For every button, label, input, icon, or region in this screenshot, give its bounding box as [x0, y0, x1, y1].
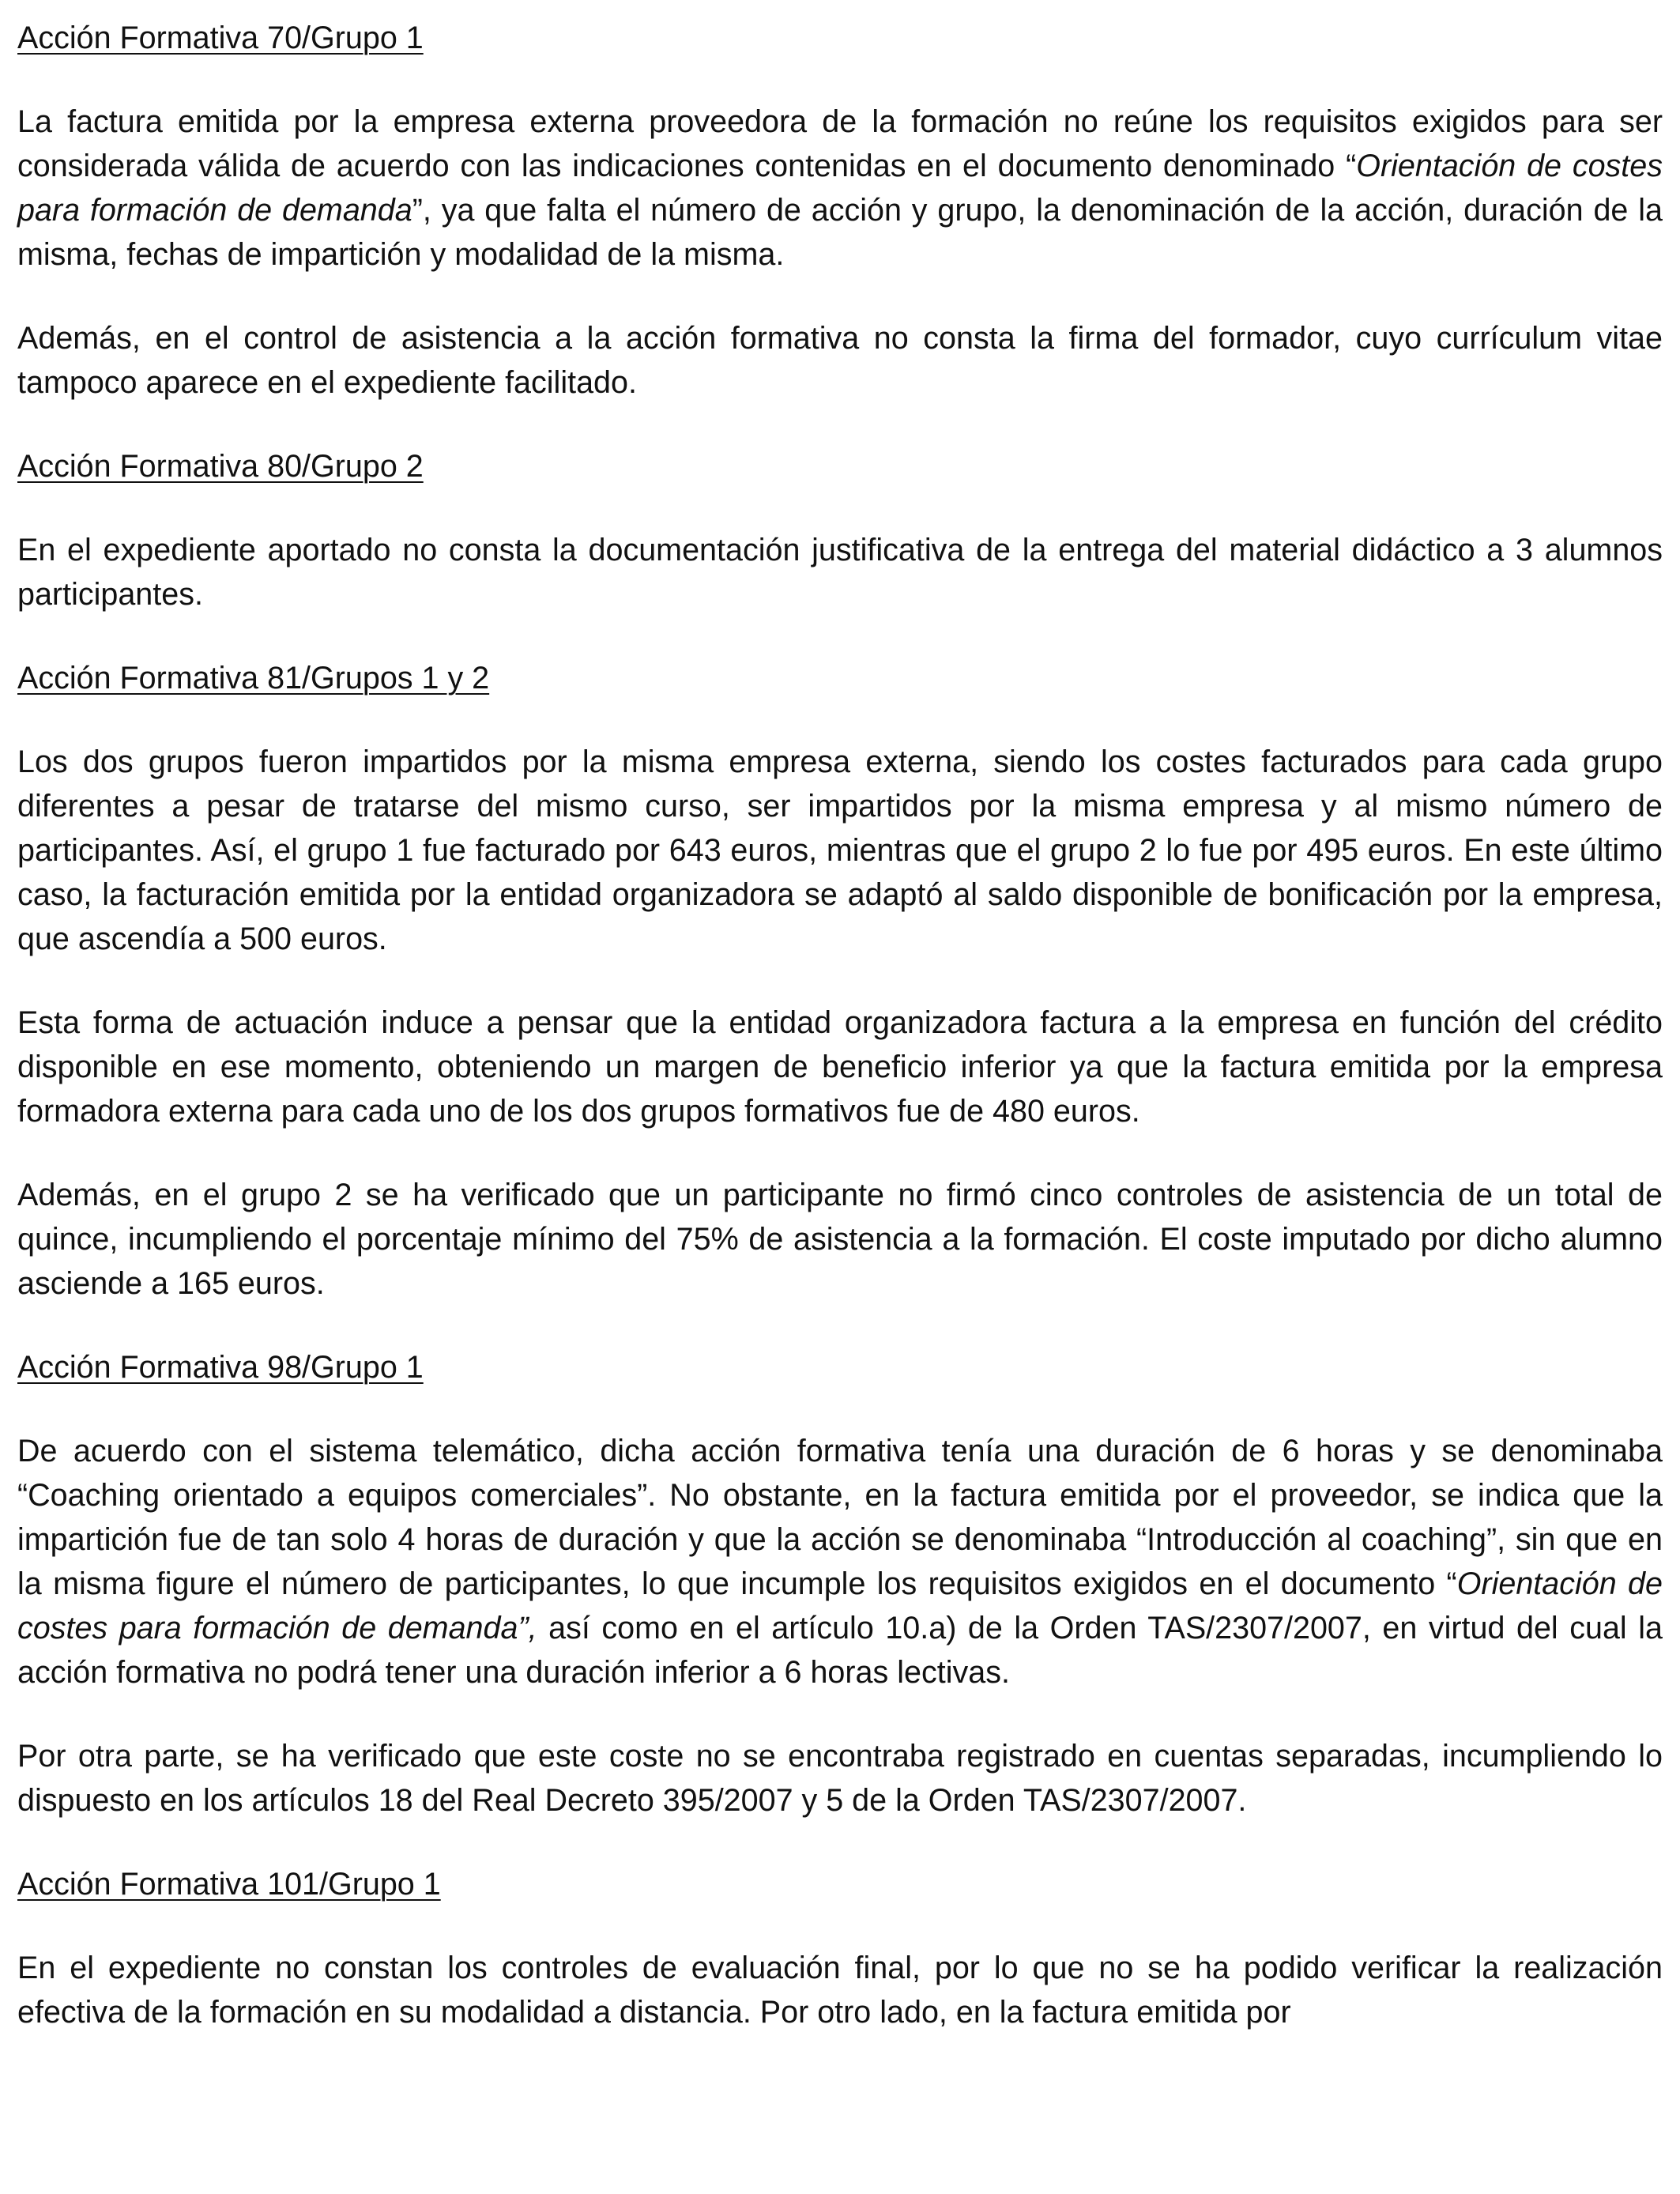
section-heading-af81: Acción Formativa 81/Grupos 1 y 2 — [17, 661, 490, 696]
text-run: La factura emitida por la empresa externa proveedora de la formación no reúne los requisitos exigidos para ser considerada válida de acuerdo con las indicaciones contenidas en el documento denominado “ — [17, 104, 1663, 183]
italic-doc-title: Orientación de costes para formación de demanda”, — [17, 1566, 1663, 1646]
paragraph-af81-attendance: Además, en el grupo 2 se ha verificado que un participante no firmó cinco controles de asistencia de un total de quince, incumpliendo el porcentaje mínimo del 75% de asistencia a la formación. El coste imputado por dicho alumno asciende a 165 euros. — [17, 1178, 1663, 1301]
italic-doc-title: Orientación de costes para formación de demanda — [17, 149, 1663, 228]
text-run: así como en el artículo 10.a) de la Orden TAS/2307/2007, en virtud del cual la acción formativa no podrá tener una duración inferior a 6 horas lectivas. — [17, 1611, 1663, 1690]
section-heading-af101: Acción Formativa 101/Grupo 1 — [17, 1867, 441, 1902]
document-page — [17, 16, 1663, 2034]
paragraph-af101-evaluation: En el expediente no constan los controles de evaluación final, por lo que no se ha podido verificar la realización efectiva de la formación en su modalidad a distancia. Por otro lado, en la factura emitida por — [17, 1951, 1663, 2030]
section-heading-af70: Acción Formativa 70/Grupo 1 — [17, 21, 424, 55]
paragraph-af70-attendance: Además, en el control de asistencia a la acción formativa no consta la firma del formador, cuyo currículum vitae tampoco aparece en el expediente facilitado. — [17, 321, 1663, 400]
text-run: ”, ya que falta el número de acción y grupo, la denominación de la acción, duración de la misma, fechas de impartición y modalidad de la misma. — [17, 193, 1663, 272]
paragraph-af98-accounts: Por otra parte, se ha verificado que este coste no se encontraba registrado en cuentas separadas, incumpliendo lo dispuesto en los artículos 18 del Real Decreto 395/2007 y 5 de la Orden TAS/2307/2007. — [17, 1739, 1663, 1818]
paragraph-af98-duration — [17, 1429, 1663, 1695]
paragraph-af80-material: En el expediente aportado no consta la documentación justificativa de la entrega del material didáctico a 3 alumnos participantes. — [17, 533, 1663, 612]
paragraph-af81-credit: Esta forma de actuación induce a pensar que la entidad organizadora factura a la empresa en función del crédito disponible en ese momento, obteniendo un margen de beneficio inferior ya que la factura emitida por la empresa formadora externa para cada uno de los dos grupos formativos fue de 480 euros. — [17, 1005, 1663, 1129]
text-run: De acuerdo con el sistema telemático, dicha acción formativa tenía una duración de 6 horas y se denominaba “Coaching orientado a equipos comerciales”. No obstante, en la factura emitida por el proveedor, se indica que la impartición fue de tan solo 4 horas de duración y que la acción se denominaba “Introducción al coaching”, sin que en la misma figure el número de participantes, lo que incumple los requisitos exigidos en el documento “ — [17, 1434, 1663, 1601]
paragraph-af70-invoice — [17, 100, 1663, 277]
paragraph-af81-costs: Los dos grupos fueron impartidos por la misma empresa externa, siendo los costes facturados para cada grupo diferentes a pesar de tratarse del mismo curso, ser impartidos por la misma empresa y al mismo número de participantes. Así, el grupo 1 fue facturado por 643 euros, mientras que el grupo 2 lo fue por 495 euros. En este último caso, la facturación emitida por la entidad organizadora se adaptó al saldo disponible de bonificación por la empresa, que ascendía a 500 euros. — [17, 745, 1663, 956]
section-heading-af98: Acción Formativa 98/Grupo 1 — [17, 1350, 424, 1385]
section-heading-af80: Acción Formativa 80/Grupo 2 — [17, 449, 424, 484]
